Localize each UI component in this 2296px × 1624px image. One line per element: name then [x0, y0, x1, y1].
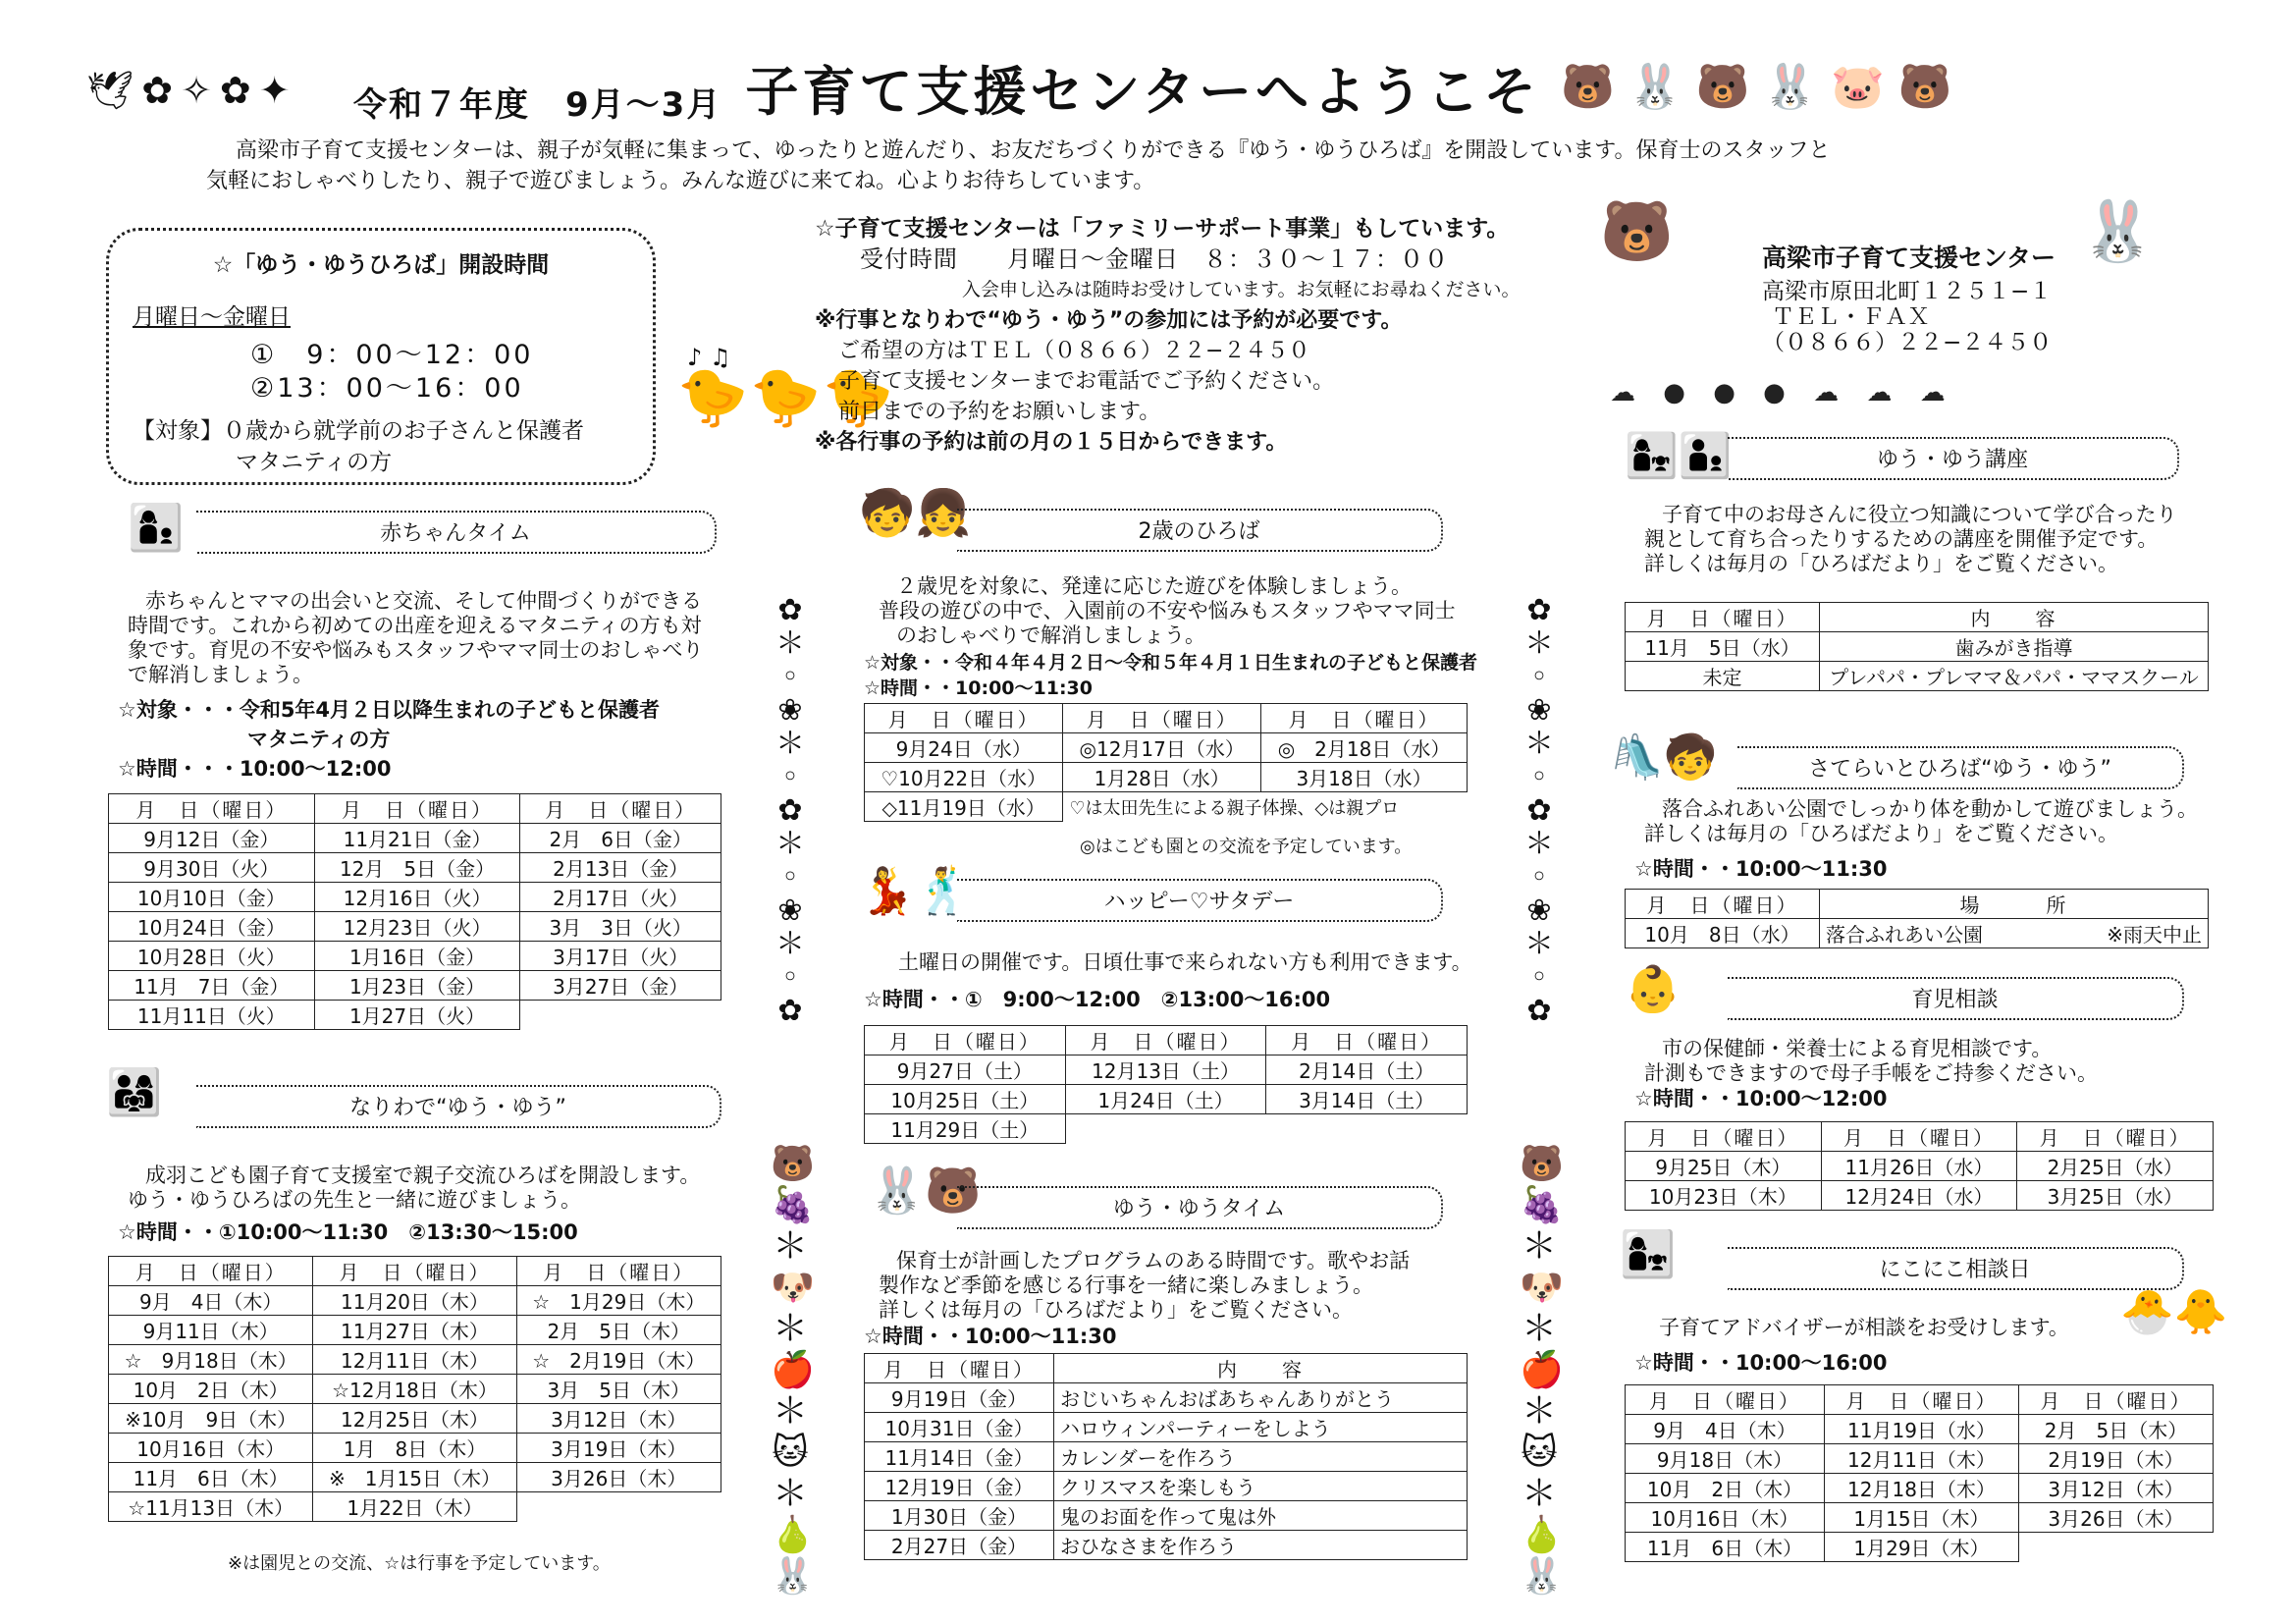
- table-header: 月 日（曜日）: [1266, 1026, 1468, 1056]
- table-cell: 3月25日（水）: [2017, 1181, 2214, 1211]
- table-header: 月 日（曜日）: [2017, 1122, 2214, 1152]
- smiling-family-icon: 👩‍👧: [1620, 1227, 1677, 1280]
- table-cell: おじいちゃんおばあちゃんありがとう: [1054, 1383, 1468, 1413]
- baby-time-heading: 赤ちゃんタイム: [196, 511, 717, 554]
- table-cell: 12月23日（火）: [314, 912, 520, 942]
- table-cell: 11月29日（土）: [865, 1114, 1066, 1144]
- table-cell: [516, 1492, 721, 1522]
- table-cell: 10月 2日（木）: [1626, 1474, 1825, 1503]
- open-hours-box: [106, 228, 656, 485]
- table-cell: 11月 5日（水）: [1626, 632, 1820, 662]
- table-cell: 1月 8日（木）: [313, 1434, 516, 1463]
- table-cell: 1月22日（木）: [313, 1492, 516, 1522]
- animal-column-left-icon: 🐻 🍇 ＊ 🐶 ＊ 🍎 ＊ 🐱 ＊ 🍐 🐰: [771, 1144, 815, 1597]
- page-title: 子育て支援センターへようこそ: [745, 61, 1541, 123]
- table-cell: 11月11日（火）: [109, 1001, 315, 1030]
- open-hours-days: 月曜日〜金曜日: [133, 304, 291, 330]
- table-cell: プレパパ・プレママ＆パパ・ママスクール: [1820, 662, 2209, 691]
- table-cell: ※雨天中止: [2057, 919, 2209, 948]
- animal-column-right-icon: 🐻 🍇 ＊ 🐶 ＊ 🍎 ＊ 🐱 ＊ 🍐 🐰: [1520, 1144, 1564, 1597]
- yuyu-time-desc-3: 詳しくは毎月の「ひろばだより」をご覧ください。: [879, 1298, 1353, 1322]
- page-header: [353, 57, 1540, 126]
- table-header: 月 日（曜日）: [314, 794, 520, 824]
- table-cell: ハロウィンパーティーをしよう: [1054, 1413, 1468, 1442]
- table-cell: 10月 2日（木）: [109, 1375, 313, 1404]
- roaming-desc: [1644, 797, 2214, 846]
- table-header: 月 日（曜日）: [865, 1026, 1066, 1056]
- table-header: 月 日（曜日）: [1824, 1385, 2018, 1415]
- lecture-table: [1625, 602, 2209, 691]
- table-header: 場 所: [1820, 890, 2209, 919]
- two-year-table: [864, 703, 1468, 822]
- animal-parade-icon: 🐻🐰🐻🐰🐷🐻: [1561, 62, 1966, 112]
- table-cell: 12月13日（土）: [1065, 1056, 1266, 1085]
- table-cell: 10月10日（金）: [109, 883, 315, 912]
- table-cell: 10月31日（金）: [865, 1413, 1054, 1442]
- yuyu-time-desc-1: 保育士が計画したプログラムのある時間です。歌やお話: [896, 1249, 1411, 1272]
- table-cell: [1266, 1114, 1468, 1144]
- table-cell: 11月 7日（金）: [109, 971, 315, 1001]
- rabbit-and-bear-icon: 🐰🐻: [869, 1164, 982, 1217]
- intro-line-2: 気軽におしゃべりしたり、親子で遊びましょう。みんな遊びに来てね。心よりお待ちしています。: [206, 169, 1155, 193]
- baby-time-target-1: ☆対象・・・令和5年4月２日以降生まれの子どもと保護者: [118, 698, 661, 722]
- header-period: 令和７年度 9月〜3月: [353, 85, 722, 125]
- table-cell: 12月 5日（金）: [314, 853, 520, 883]
- mom-and-baby-icon: 👩‍👦: [128, 501, 185, 554]
- table-cell: 1月28日（水）: [1063, 763, 1261, 792]
- baby-time-time: ☆時間・・・10:00〜12:00: [118, 757, 392, 781]
- two-year-time: ☆時間・・10:00〜11:30: [864, 677, 1093, 699]
- lecture-desc: [1644, 503, 2214, 576]
- rabbit-painter-icon: 🐰: [2081, 197, 2155, 266]
- table-cell: 10月23日（木）: [1626, 1181, 1822, 1211]
- table-cell: 9月11日（木）: [109, 1316, 313, 1345]
- two-year-legend: ♡は太田先生による親子体操、◇は親プロ: [1069, 797, 1400, 819]
- reservation-call: 子育て支援センターまでお電話でご予約ください。: [838, 369, 1335, 394]
- parents-and-kids-icon: 👩‍👧👨‍👦: [1625, 431, 1733, 481]
- table-cell: 11月19日（水）: [1824, 1415, 2018, 1444]
- table-header: 内 容: [1054, 1354, 1468, 1383]
- reservation-phone: ご希望の方はＴＥＬ（０８６６）２２−２４５０: [838, 339, 1310, 363]
- table-cell: 11月 6日（木）: [109, 1463, 313, 1492]
- table-cell: 3月12日（木）: [2018, 1474, 2213, 1503]
- table-cell: 11月14日（金）: [865, 1442, 1054, 1472]
- open-hours-time-2: ②13：00〜16：00: [250, 373, 524, 404]
- baby-time-desc: [128, 589, 736, 687]
- paint-splash-icon: ☁ ● ● ● ☁ ☁ ☁: [1610, 378, 1955, 407]
- table-cell: 10月16日（木）: [1626, 1503, 1825, 1533]
- table-cell: 2月27日（金）: [865, 1531, 1054, 1560]
- reservation-start: ※各行事の予約は前の月の１５日からできます。: [815, 430, 1288, 455]
- table-cell: 9月 4日（木）: [109, 1286, 313, 1316]
- yuyu-time-desc-2: 製作など季節を感じる行事を一緒に楽しみましょう。: [879, 1273, 1373, 1297]
- table-cell: 9月25日（木）: [1626, 1152, 1822, 1181]
- baby-time-desc-3: 象です。育児の不安や悩みもスタッフやママ同士のおしゃべり: [128, 638, 704, 662]
- table-header: 月 日（曜日）: [1626, 890, 1820, 919]
- table-cell: 10月24日（金）: [109, 912, 315, 942]
- table-cell: 9月19日（金）: [865, 1383, 1054, 1413]
- two-children-icon: 🧒👧: [859, 486, 972, 539]
- table-cell: 3月26日（木）: [516, 1463, 721, 1492]
- family-support-reception: 受付時間 月曜日〜金曜日 ８：３０〜１７：００: [860, 245, 1449, 273]
- music-note-icon: ♪ ♫: [687, 344, 731, 371]
- table-cell: 12月24日（水）: [1821, 1181, 2017, 1211]
- yuyu-time-table: [864, 1353, 1468, 1560]
- table-cell: 10月28日（火）: [109, 942, 315, 971]
- table-cell: 9月24日（水）: [865, 733, 1063, 763]
- reservation-advance: 前日までの予約をお願いします。: [838, 400, 1161, 424]
- table-cell: 3月 5日（木）: [516, 1375, 721, 1404]
- yuyu-time-time: ☆時間・・10:00〜11:30: [864, 1325, 1117, 1348]
- baby-time-desc-2: 時間です。これから初めての出産を迎えるマタニティの方も対: [128, 614, 702, 637]
- table-cell: 2月13日（金）: [520, 853, 721, 883]
- table-cell: 9月12日（金）: [109, 824, 315, 853]
- birds-on-branch-icon: 🐤🐤🐤: [677, 363, 896, 430]
- table-cell: 9月18日（木）: [1626, 1444, 1825, 1474]
- consult-time: ☆時間・・10:00〜12:00: [1634, 1087, 1888, 1110]
- bear-painter-icon: 🐻: [1600, 197, 1674, 266]
- table-cell: 1月23日（金）: [314, 971, 520, 1001]
- table-header: 月 日（曜日）: [1063, 704, 1261, 733]
- table-cell: クリスマスを楽しもう: [1054, 1472, 1468, 1501]
- lecture-desc-2: 親として育ち合ったりするための講座を開催予定です。: [1644, 527, 2159, 551]
- table-cell: 11月 6日（木）: [1626, 1533, 1825, 1562]
- table-cell: 3月18日（水）: [1261, 763, 1468, 792]
- table-cell: 12月18日（木）: [1824, 1474, 2018, 1503]
- table-cell: 12月25日（木）: [313, 1404, 516, 1434]
- table-cell: ◇11月19日（水）: [865, 792, 1063, 822]
- nariwa-heading: なりわで“ゆう・ゆう”: [196, 1085, 721, 1128]
- table-header: 月 日（曜日）: [1821, 1122, 2017, 1152]
- table-cell: 1月29日（木）: [1824, 1533, 2018, 1562]
- table-cell: [1065, 1114, 1266, 1144]
- table-cell: 2月 5日（木）: [516, 1316, 721, 1345]
- roaming-table: [1625, 889, 2209, 948]
- table-cell: 12月16日（火）: [314, 883, 520, 912]
- table-cell: 2月 6日（金）: [520, 824, 721, 853]
- table-cell: 3月26日（木）: [2018, 1503, 2213, 1533]
- happy-saturday-table: [864, 1025, 1468, 1144]
- table-cell: ◎ 2月18日（水）: [1261, 733, 1468, 763]
- center-name: 高梁市子育て支援センター: [1762, 244, 2056, 272]
- open-hours-target-maternity: マタニティの方: [236, 450, 393, 475]
- table-cell: 3月17日（火）: [520, 942, 721, 971]
- table-header: 月 日（曜日）: [1626, 603, 1820, 632]
- baby-time-target: [118, 695, 660, 754]
- baby-scale-icon: 👶: [1625, 962, 1682, 1015]
- yuyu-time-heading: ゆう・ゆうタイム: [957, 1186, 1443, 1229]
- bird-garland-icon: 🕊✿✧✿✦: [86, 69, 298, 112]
- table-cell: 1月27日（火）: [314, 1001, 520, 1030]
- table-cell: 2月14日（土）: [1266, 1056, 1468, 1085]
- table-header: 月 日（曜日）: [865, 1354, 1054, 1383]
- center-info: [1762, 245, 2056, 355]
- table-cell: 2月 5日（木）: [2018, 1415, 2213, 1444]
- table-cell: ◎12月17日（水）: [1063, 733, 1261, 763]
- intro-text: [206, 135, 2071, 196]
- two-year-desc-1: ２歳児を対象に、発達に応じた遊びを体験しましょう。: [896, 574, 1412, 598]
- table-header: 内 容: [1820, 603, 2209, 632]
- table-cell: 1月15日（木）: [1824, 1503, 2018, 1533]
- table-header: 月 日（曜日）: [1626, 1385, 1825, 1415]
- family-support-block: [815, 214, 1600, 458]
- two-year-heading: 2歳のひろば: [957, 509, 1443, 552]
- two-year-target: ☆対象・・令和４年４月２日〜令和５年４月１日生まれの子どもと保護者: [864, 652, 1478, 674]
- flower-column-right-icon: ✿ ＊ ◦ ❀ ＊ ◦ ✿ ＊ ◦ ❀ ＊ ◦ ✿: [1524, 593, 1554, 1028]
- table-cell: ☆ 2月19日（木）: [516, 1345, 721, 1375]
- consult-desc-2: 計測もできますので母子手帳をご持参ください。: [1644, 1061, 2098, 1085]
- table-cell: ♡10月22日（水）: [865, 763, 1063, 792]
- table-cell: 9月27日（土）: [865, 1056, 1066, 1085]
- open-hours-title: ☆「ゆう・ゆうひろば」開設時間: [212, 252, 550, 278]
- table-cell: 未定: [1626, 662, 1820, 691]
- dancing-kids-icon: 💃🕺: [859, 864, 972, 917]
- table-header: 月 日（曜日）: [2018, 1385, 2213, 1415]
- nariwa-desc-2: ゆう・ゆうひろばの先生と一緒に遊びましょう。: [128, 1188, 581, 1212]
- table-cell: 10月 8日（水）: [1626, 919, 1820, 948]
- baby-time-table: [108, 793, 721, 1030]
- table-cell: カレンダーを作ろう: [1054, 1442, 1468, 1472]
- baby-time-desc-4: で解消しましょう。: [128, 663, 313, 686]
- table-header: 月 日（曜日）: [313, 1257, 516, 1286]
- baby-time-target-2: マタニティの方: [247, 728, 391, 751]
- two-year-desc: [879, 574, 1507, 648]
- open-hours-time-1: ① 9：00〜12：00: [250, 340, 534, 370]
- table-cell: 鬼のお面を作って鬼は外: [1054, 1501, 1468, 1531]
- table-header: 月 日（曜日）: [516, 1257, 721, 1286]
- chicks-icon: 🐣🐥: [2120, 1287, 2228, 1337]
- table-cell: 3月14日（土）: [1266, 1085, 1468, 1114]
- table-cell: おひなさまを作ろう: [1054, 1531, 1468, 1560]
- nariwa-footnote: ※は園児との交流、☆は行事を予定しています。: [228, 1553, 611, 1574]
- yuyu-time-desc: [879, 1249, 1507, 1323]
- reservation-required: ※行事となりわで“ゆう・ゆう”の参加には予約が必要です。: [815, 308, 1403, 333]
- table-cell: ※ 1月15日（木）: [313, 1463, 516, 1492]
- nariwa-desc: [128, 1164, 736, 1213]
- table-cell: 1月16日（金）: [314, 942, 520, 971]
- happy-saturday-heading: ハッピー♡サタデー: [957, 879, 1443, 922]
- table-cell: 9月30日（火）: [109, 853, 315, 883]
- happy-saturday-desc: 土曜日の開催です。日頃仕事で来られない方も利用できます。: [898, 950, 1472, 974]
- table-cell: 2月17日（火）: [520, 883, 721, 912]
- table-header: 月 日（曜日）: [1065, 1026, 1266, 1056]
- table-cell: 2月25日（水）: [2017, 1152, 2214, 1181]
- table-cell: 9月 4日（木）: [1626, 1415, 1825, 1444]
- table-header: 月 日（曜日）: [109, 1257, 313, 1286]
- happy-saturday-time: ☆時間・・① 9:00〜12:00 ②13:00〜16:00: [864, 988, 1331, 1011]
- table-cell: [520, 1001, 721, 1030]
- baby-time-desc-1: 赤ちゃんとママの出会いと交流、そして仲間づくりができる: [145, 589, 702, 613]
- center-address: 高梁市原田北町１２５１−１: [1762, 279, 2053, 304]
- table-cell: ☆ 1月29日（木）: [516, 1286, 721, 1316]
- smile-time: ☆時間・・10:00〜16:00: [1634, 1351, 1888, 1375]
- table-cell: 3月12日（木）: [516, 1404, 721, 1434]
- table-cell: ※10月 9日（木）: [109, 1404, 313, 1434]
- table-cell: 10月25日（土）: [865, 1085, 1066, 1114]
- lecture-heading: ゆう・ゆう講座: [1728, 437, 2179, 480]
- open-hours-target: 【対象】０歳から就学前のお子さんと保護者: [133, 418, 584, 444]
- table-cell: 11月26日（水）: [1821, 1152, 2017, 1181]
- table-cell: 歯みがき指導: [1820, 632, 2209, 662]
- consult-table: [1625, 1121, 2214, 1211]
- table-header: 月 日（曜日）: [109, 794, 315, 824]
- table-cell: ☆12月18日（木）: [313, 1375, 516, 1404]
- table-cell: 落合ふれあい公園: [1820, 919, 2057, 948]
- consult-desc: [1644, 1037, 2214, 1086]
- table-header: 月 日（曜日）: [520, 794, 721, 824]
- nariwa-desc-1: 成羽こども園子育て支援室で親子交流ひろばを開設します。: [145, 1164, 701, 1187]
- smile-heading: にこにこ相談日: [1728, 1247, 2184, 1290]
- roaming-heading: さてらいとひろば“ゆう・ゆう”: [1737, 746, 2184, 789]
- smile-desc: 子育てアドバイザーが相談をお受けします。: [1659, 1316, 2069, 1339]
- center-phone: （０８６６）２２−２４５０: [1762, 330, 2053, 355]
- table-header: 月 日（曜日）: [1261, 704, 1468, 733]
- table-cell: 12月19日（金）: [865, 1472, 1054, 1501]
- table-cell: 12月11日（木）: [1824, 1444, 2018, 1474]
- table-cell: ☆ 9月18日（木）: [109, 1345, 313, 1375]
- table-cell: 11月20日（木）: [313, 1286, 516, 1316]
- table-cell: 11月27日（木）: [313, 1316, 516, 1345]
- lecture-desc-3: 詳しくは毎月の「ひろばだより」をご覧ください。: [1644, 552, 2118, 575]
- table-cell: 3月27日（金）: [520, 971, 721, 1001]
- family-support-title: ☆子育て支援センターは「ファミリーサポート事業」もしています。: [815, 216, 1510, 242]
- roaming-desc-1: 落合ふれあい公園でしっかり体を動かして遊びましょう。: [1662, 797, 2198, 821]
- roaming-time: ☆時間・・10:00〜11:30: [1634, 857, 1888, 881]
- family-group-icon: 👨‍👩‍👧: [106, 1065, 163, 1118]
- nariwa-table: [108, 1256, 721, 1522]
- table-header: 月 日（曜日）: [1626, 1122, 1822, 1152]
- smile-table: [1625, 1384, 2214, 1562]
- table-cell: 1月24日（土）: [1065, 1085, 1266, 1114]
- flower-column-left-icon: ✿ ＊ ◦ ❀ ＊ ◦ ✿ ＊ ◦ ❀ ＊ ◦ ✿: [775, 593, 805, 1028]
- consult-desc-1: 市の保健師・栄養士による育児相談です。: [1662, 1037, 2053, 1060]
- table-cell: 3月19日（木）: [516, 1434, 721, 1463]
- table-header: 月 日（曜日）: [865, 704, 1063, 733]
- roaming-desc-2: 詳しくは毎月の「ひろばだより」をご覧ください。: [1644, 822, 2118, 845]
- family-support-note: 入会申し込みは随時お受けしています。お気軽にお尋ねください。: [962, 279, 1521, 300]
- table-cell: 3月 3日（火）: [520, 912, 721, 942]
- two-year-target-time: [864, 650, 1477, 701]
- nariwa-time: ☆時間・・①10:00〜11:30 ②13:30〜15:00: [118, 1220, 578, 1244]
- two-year-note: ◎はこども園との交流を予定しています。: [1080, 837, 1413, 857]
- table-cell: 11月21日（金）: [314, 824, 520, 853]
- table-cell: 10月16日（木）: [109, 1434, 313, 1463]
- center-telfax-label: ＴＥＬ・ＦＡＸ: [1772, 304, 1930, 330]
- table-cell: [2018, 1533, 2213, 1562]
- intro-line-1: 高梁市子育て支援センターは、親子が気軽に集まって、ゆったりと遊んだり、お友だちづくりができる『ゆう・ゆうひろば』を開設しています。保育士のスタッフと: [236, 138, 1831, 163]
- table-cell: 1月30日（金）: [865, 1501, 1054, 1531]
- two-year-desc-3: のおしゃべりで解消しましょう。: [896, 623, 1205, 647]
- two-year-desc-2: 普段の遊びの中で、入園前の不安や悩みもスタッフやママ同士: [879, 599, 1456, 623]
- table-cell: 2月19日（木）: [2018, 1444, 2213, 1474]
- playground-slide-icon: 🛝🧒: [1610, 732, 1718, 783]
- table-cell: ☆11月13日（木）: [109, 1492, 313, 1522]
- table-cell: 12月11日（木）: [313, 1345, 516, 1375]
- consult-heading: 育児相談: [1728, 977, 2184, 1020]
- lecture-desc-1: 子育て中のお母さんに役立つ知識について学び合ったり: [1662, 503, 2177, 526]
